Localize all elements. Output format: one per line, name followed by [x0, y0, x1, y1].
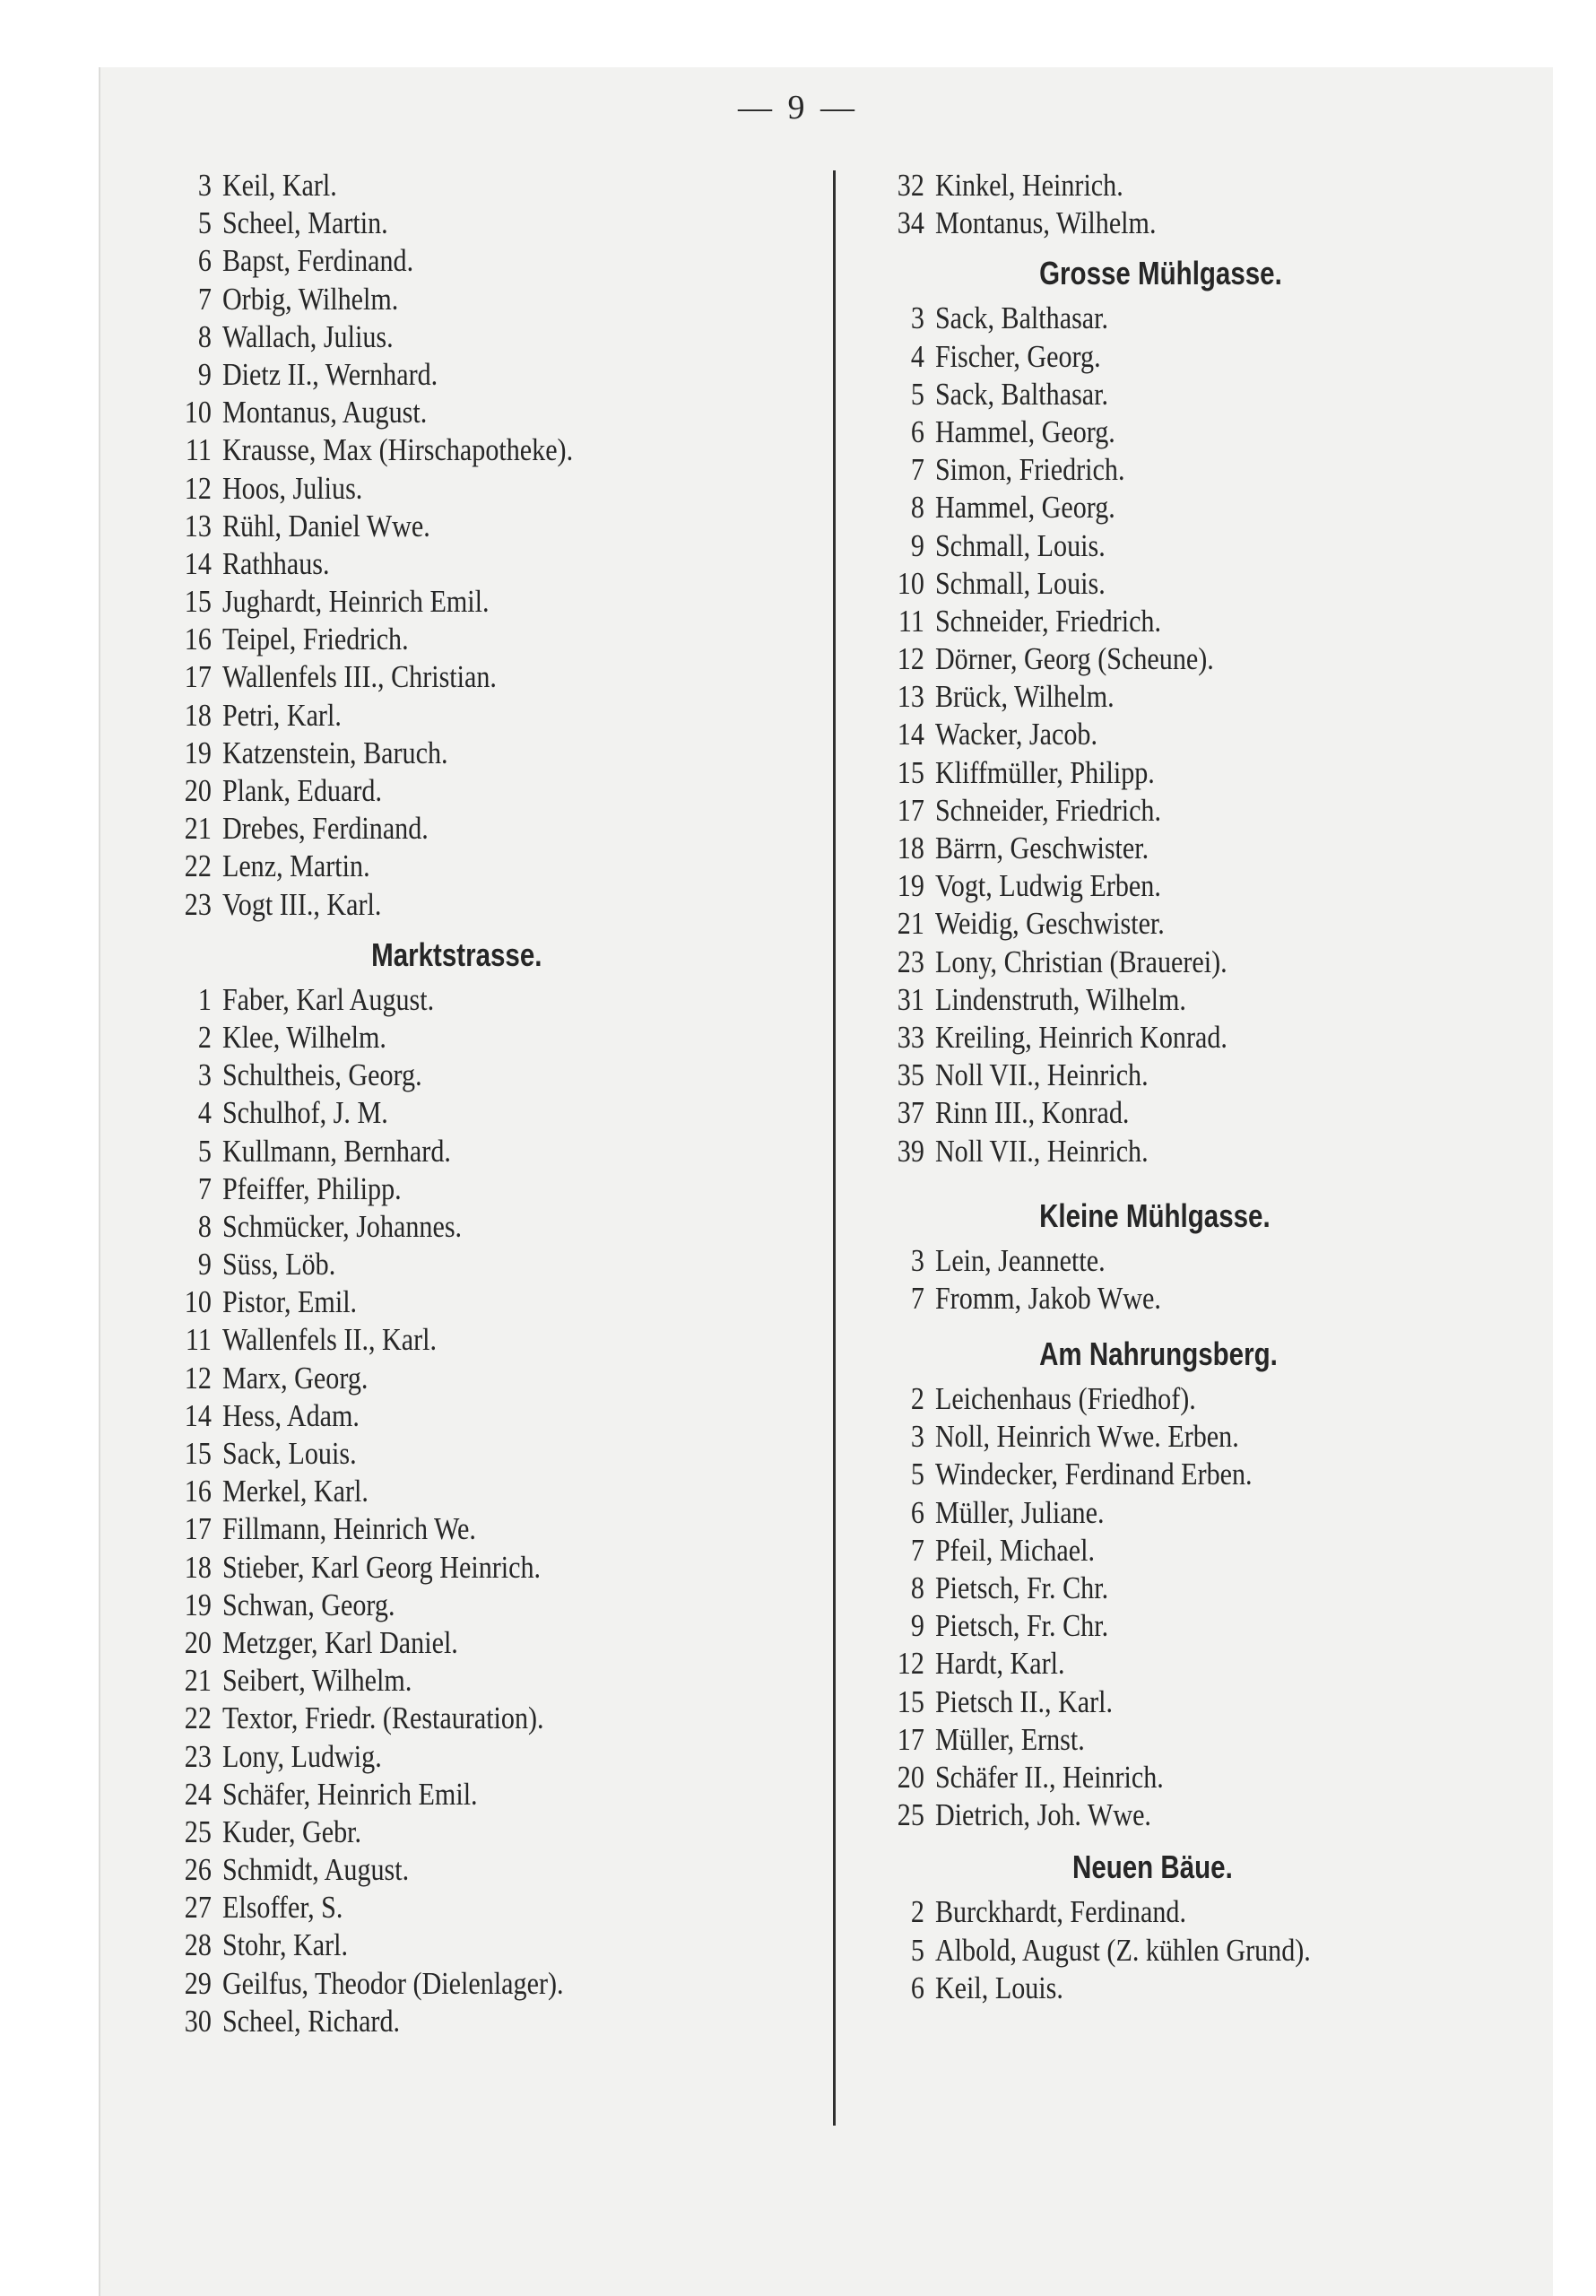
- resident-name: Schmidt, August.: [221, 1852, 410, 1888]
- directory-entry: [161, 242, 763, 280]
- resident-name: Schulhof, J. M.: [221, 1095, 388, 1131]
- resident-name: Pfeiffer, Philipp.: [221, 1170, 402, 1206]
- directory-entry: [161, 981, 763, 1019]
- resident-name: Fischer, Georg.: [934, 338, 1101, 374]
- directory-entry: [874, 1418, 1476, 1456]
- resident-name: Weidig, Geschwister.: [934, 906, 1165, 942]
- street-heading-grosse-muehlgasse: Grosse Mühlgasse.: [1039, 255, 1282, 292]
- resident-name: Pietsch, Fr. Chr.: [934, 1570, 1109, 1605]
- resident-name: Pistor, Emil.: [221, 1284, 358, 1320]
- resident-name: Kinkel, Heinrich.: [934, 168, 1123, 203]
- entry-list: [874, 300, 1574, 1170]
- resident-name: Albold, August (Z. kühlen Grund).: [934, 1932, 1311, 1968]
- house-number: 23: [184, 886, 212, 922]
- directory-entry: [874, 1242, 1476, 1280]
- house-number: 3: [910, 1242, 924, 1278]
- resident-name: Schmall, Louis.: [934, 565, 1106, 601]
- street-heading-neuen-baeue: Neuen Bäue.: [1072, 1848, 1233, 1886]
- directory-entry: [161, 1510, 763, 1548]
- directory-entry: [161, 621, 763, 658]
- directory-entry: [161, 1283, 763, 1321]
- house-number: 17: [897, 792, 924, 828]
- house-number: 7: [197, 281, 212, 317]
- house-number: 28: [184, 1927, 212, 1963]
- resident-name: Orbig, Wilhelm.: [221, 281, 399, 317]
- house-number: 11: [185, 432, 212, 468]
- directory-entry: [161, 1587, 763, 1624]
- directory-entry: [874, 1570, 1476, 1607]
- resident-name: Drebes, Ferdinand.: [221, 811, 429, 847]
- directory-entry: [161, 1397, 763, 1435]
- resident-name: Stohr, Karl.: [221, 1927, 349, 1963]
- directory-entry: [161, 1549, 763, 1587]
- resident-name: Pietsch II., Karl.: [934, 1683, 1114, 1719]
- directory-entry: [874, 678, 1476, 716]
- directory-entry: [874, 376, 1476, 413]
- house-number: 26: [184, 1852, 212, 1888]
- house-number: 18: [897, 831, 924, 865]
- house-number: 35: [897, 1057, 924, 1093]
- resident-name: Metzger, Karl Daniel.: [221, 1624, 458, 1660]
- resident-name: Hammel, Georg.: [934, 413, 1115, 449]
- resident-name: Montanus, Wilhelm.: [934, 205, 1157, 241]
- house-number: 18: [184, 1549, 212, 1585]
- house-number: 4: [197, 1095, 212, 1131]
- resident-name: Rinn III., Konrad.: [934, 1095, 1130, 1131]
- house-number: 6: [910, 413, 924, 449]
- house-number: 4: [910, 338, 924, 374]
- directory-entry: [874, 413, 1476, 451]
- house-number: 16: [184, 1474, 212, 1509]
- directory-entry: [161, 1813, 763, 1851]
- house-number: 9: [910, 1608, 924, 1644]
- resident-name: Keil, Louis.: [934, 1970, 1063, 2005]
- directory-entry: [161, 1208, 763, 1246]
- directory-entry: [874, 1645, 1476, 1683]
- directory-entry: [161, 1246, 763, 1283]
- directory-entry: [161, 1965, 763, 2003]
- house-number: 15: [184, 584, 212, 620]
- house-number: 18: [184, 697, 212, 733]
- entry-list: [161, 981, 861, 2040]
- house-number: 21: [184, 811, 212, 847]
- house-number: 31: [897, 981, 924, 1017]
- house-number: 5: [910, 1457, 924, 1492]
- house-number: 19: [184, 1587, 212, 1622]
- directory-entry: [874, 1380, 1476, 1418]
- house-number: 3: [197, 1057, 212, 1093]
- directory-entry: [874, 1019, 1476, 1057]
- house-number: 17: [897, 1721, 924, 1757]
- directory-entry: [161, 583, 763, 621]
- house-number: 16: [184, 622, 212, 657]
- directory-entry: [874, 830, 1476, 867]
- resident-name: Pietsch, Fr. Chr.: [934, 1608, 1109, 1644]
- resident-name: Burckhardt, Ferdinand.: [934, 1894, 1186, 1930]
- directory-entry: [874, 565, 1476, 603]
- house-number: 2: [910, 1381, 924, 1417]
- resident-name: Süss, Löb.: [221, 1247, 336, 1283]
- directory-entry: [161, 1435, 763, 1473]
- resident-name: Klee, Wilhelm.: [221, 1019, 386, 1055]
- resident-name: Bärrn, Geschwister.: [934, 831, 1149, 865]
- house-number: 10: [184, 395, 212, 430]
- directory-entry: [874, 603, 1476, 640]
- resident-name: Müller, Juliane.: [934, 1494, 1105, 1530]
- house-number: 11: [185, 1322, 212, 1358]
- resident-name: Schmücker, Johannes.: [221, 1208, 463, 1244]
- directory-entry: [161, 1019, 763, 1057]
- house-number: 29: [184, 1965, 212, 2001]
- directory-entry: [161, 1360, 763, 1397]
- house-number: 12: [184, 1360, 212, 1396]
- left-column: [161, 167, 861, 2040]
- resident-name: Vogt, Ludwig Erben.: [934, 868, 1161, 904]
- house-number: 17: [184, 659, 212, 695]
- resident-name: Wallenfels III., Christian.: [221, 659, 497, 695]
- house-number: 15: [897, 1683, 924, 1719]
- resident-name: Sack, Balthasar.: [934, 376, 1109, 412]
- resident-name: Pfeil, Michael.: [934, 1532, 1095, 1568]
- directory-entry: [874, 204, 1476, 242]
- directory-entry: [161, 356, 763, 394]
- resident-name: Keil, Karl.: [221, 168, 337, 203]
- resident-name: Jughardt, Heinrich Emil.: [221, 584, 490, 620]
- directory-entry: [161, 772, 763, 810]
- directory-entry: [874, 1532, 1476, 1570]
- directory-entry: [161, 2003, 763, 2040]
- resident-name: Dörner, Georg (Scheune).: [934, 641, 1214, 677]
- resident-name: Elsoffer, S.: [221, 1890, 343, 1926]
- house-number: 33: [897, 1019, 924, 1055]
- directory-entry: [874, 300, 1476, 337]
- house-number: 25: [897, 1797, 924, 1833]
- house-number: 20: [184, 1624, 212, 1660]
- resident-name: Noll VII., Heinrich.: [934, 1133, 1149, 1169]
- directory-entry: [161, 508, 763, 545]
- right-column: [874, 167, 1574, 2007]
- house-number: 8: [910, 1570, 924, 1605]
- resident-name: Sack, Louis.: [221, 1436, 357, 1471]
- resident-name: Kuder, Gebr.: [221, 1813, 362, 1849]
- directory-entry: [874, 1456, 1476, 1493]
- resident-name: Wallenfels II., Karl.: [221, 1322, 438, 1358]
- resident-name: Schneider, Friedrich.: [934, 603, 1162, 639]
- resident-name: Hoos, Julius.: [221, 470, 363, 506]
- resident-name: Müller, Ernst.: [934, 1721, 1085, 1757]
- house-number: 9: [197, 1247, 212, 1283]
- entry-list: [874, 1380, 1574, 1834]
- house-number: 32: [897, 168, 924, 203]
- resident-name: Kliffmüller, Philipp.: [934, 754, 1155, 790]
- resident-name: Schultheis, Georg.: [221, 1057, 422, 1093]
- resident-name: Schneider, Friedrich.: [934, 792, 1162, 828]
- directory-entry: [874, 716, 1476, 753]
- resident-name: Seibert, Wilhelm.: [221, 1663, 412, 1699]
- directory-entry: [161, 1321, 763, 1359]
- directory-entry: [874, 338, 1476, 376]
- house-number: 12: [897, 641, 924, 677]
- house-number: 27: [184, 1890, 212, 1926]
- directory-entry: [161, 431, 763, 469]
- resident-name: Stieber, Karl Georg Heinrich.: [221, 1549, 542, 1585]
- resident-name: Geilfus, Theodor (Dielenlager).: [221, 1965, 564, 2001]
- resident-name: Dietz II., Wernhard.: [221, 356, 438, 392]
- resident-name: Simon, Friedrich.: [934, 452, 1125, 488]
- directory-entry: [161, 470, 763, 508]
- house-number: 1: [197, 981, 212, 1017]
- directory-entry: [874, 1796, 1476, 1834]
- directory-entry: [161, 1133, 763, 1170]
- house-number: 7: [910, 1280, 924, 1316]
- house-number: 19: [184, 735, 212, 770]
- directory-entry: [874, 1133, 1476, 1170]
- entry-list: [161, 167, 861, 924]
- house-number: 37: [897, 1095, 924, 1131]
- resident-name: Brück, Wilhelm.: [934, 679, 1115, 715]
- house-number: 9: [197, 356, 212, 392]
- house-number: 5: [197, 205, 212, 241]
- street-heading-am-nahrungsberg: Am Nahrungsberg.: [1039, 1335, 1278, 1373]
- directory-entry: [874, 1759, 1476, 1796]
- directory-entry: [161, 1851, 763, 1889]
- house-number: 10: [184, 1284, 212, 1320]
- resident-name: Hammel, Georg.: [934, 490, 1115, 526]
- resident-name: Dietrich, Joh. Wwe.: [934, 1797, 1151, 1833]
- house-number: 14: [184, 545, 212, 581]
- entry-list: [874, 1242, 1574, 1318]
- resident-name: Fromm, Jakob Wwe.: [934, 1280, 1161, 1316]
- resident-name: Kullmann, Bernhard.: [221, 1133, 451, 1169]
- directory-entry: [874, 754, 1476, 792]
- resident-name: Rühl, Daniel Wwe.: [221, 508, 430, 544]
- house-number: 9: [910, 527, 924, 563]
- entry-list: [874, 1893, 1574, 2007]
- directory-entry: [161, 167, 763, 204]
- house-number: 5: [197, 1133, 212, 1169]
- resident-name: Scheel, Richard.: [221, 2003, 401, 2039]
- resident-name: Kreiling, Heinrich Konrad.: [934, 1019, 1227, 1055]
- house-number: 2: [910, 1894, 924, 1930]
- house-number: 2: [197, 1019, 212, 1055]
- house-number: 6: [910, 1494, 924, 1530]
- directory-entry: [161, 658, 763, 696]
- directory-entry: [161, 394, 763, 431]
- resident-name: Plank, Eduard.: [221, 773, 383, 808]
- resident-name: Bapst, Ferdinand.: [221, 243, 414, 279]
- directory-entry: [874, 944, 1476, 981]
- resident-name: Wacker, Jacob.: [934, 717, 1097, 752]
- house-number: 34: [897, 205, 924, 241]
- resident-name: Noll VII., Heinrich.: [934, 1057, 1149, 1093]
- directory-entry: [161, 735, 763, 772]
- directory-entry: [161, 318, 763, 356]
- directory-entry: [161, 1776, 763, 1813]
- house-number: 8: [197, 1208, 212, 1244]
- directory-entry: [874, 640, 1476, 678]
- resident-name: Petri, Karl.: [221, 697, 342, 733]
- house-number: 8: [910, 490, 924, 526]
- resident-name: Sack, Balthasar.: [934, 300, 1109, 336]
- resident-name: Lenz, Martin.: [221, 848, 370, 884]
- directory-entry: [161, 281, 763, 318]
- directory-entry: [161, 1624, 763, 1662]
- resident-name: Hardt, Karl.: [934, 1646, 1065, 1682]
- resident-name: Krausse, Max (Hirschapotheke).: [221, 432, 574, 468]
- house-number: 22: [184, 1700, 212, 1736]
- directory-entry: [874, 867, 1476, 905]
- resident-name: Schmall, Louis.: [934, 527, 1106, 563]
- directory-entry: [161, 886, 763, 924]
- house-number: 14: [184, 1397, 212, 1433]
- resident-name: Merkel, Karl.: [221, 1474, 369, 1509]
- house-number: 23: [897, 944, 924, 979]
- directory-entry: [161, 1094, 763, 1132]
- resident-name: Lony, Ludwig.: [221, 1738, 382, 1774]
- directory-entry: [874, 792, 1476, 830]
- directory-entry: [161, 1057, 763, 1094]
- directory-entry: [874, 1970, 1476, 2007]
- house-number: 30: [184, 2003, 212, 2039]
- resident-name: Noll, Heinrich Wwe. Erben.: [934, 1419, 1239, 1455]
- directory-entry: [161, 697, 763, 735]
- house-number: 22: [184, 848, 212, 884]
- directory-entry: [161, 1700, 763, 1737]
- resident-name: Schäfer II., Heinrich.: [934, 1759, 1164, 1795]
- house-number: 15: [184, 1436, 212, 1471]
- directory-entry: [874, 451, 1476, 489]
- resident-name: Windecker, Ferdinand Erben.: [934, 1457, 1253, 1492]
- house-number: 20: [897, 1759, 924, 1795]
- house-number: 21: [897, 906, 924, 942]
- house-number: 3: [910, 1419, 924, 1455]
- house-number: 6: [910, 1970, 924, 2005]
- directory-entry: [874, 1932, 1476, 1970]
- resident-name: Lindenstruth, Wilhelm.: [934, 981, 1186, 1017]
- directory-entry: [874, 1893, 1476, 1931]
- house-number: 8: [197, 318, 212, 354]
- directory-entry: [874, 1607, 1476, 1645]
- house-number: 7: [910, 452, 924, 488]
- house-number: 20: [184, 773, 212, 808]
- resident-name: Hess, Adam.: [221, 1397, 360, 1433]
- directory-entry: [874, 1494, 1476, 1532]
- entry-list: [874, 167, 1574, 242]
- resident-name: Katzenstein, Baruch.: [221, 735, 448, 770]
- house-number: 7: [197, 1170, 212, 1206]
- directory-entry: [874, 1721, 1476, 1759]
- house-number: 14: [897, 717, 924, 752]
- street-heading-kleine-muehlgasse: Kleine Mühlgasse.: [1039, 1196, 1271, 1234]
- directory-entry: [161, 1926, 763, 1964]
- directory-entry: [874, 1094, 1476, 1132]
- house-number: 11: [898, 603, 924, 639]
- resident-name: Fillmann, Heinrich We.: [221, 1511, 476, 1547]
- directory-entry: [161, 204, 763, 242]
- page-number: — 9 —: [738, 89, 858, 126]
- house-number: 17: [184, 1511, 212, 1547]
- resident-name: Scheel, Martin.: [221, 205, 388, 241]
- resident-name: Schwan, Georg.: [221, 1587, 395, 1622]
- house-number: 13: [897, 679, 924, 715]
- house-number: 15: [897, 754, 924, 790]
- resident-name: Wallach, Julius.: [221, 318, 394, 354]
- resident-name: Schäfer, Heinrich Emil.: [221, 1776, 478, 1812]
- directory-entry: [161, 545, 763, 583]
- house-number: 5: [910, 1932, 924, 1968]
- house-number: 23: [184, 1738, 212, 1774]
- directory-entry: [161, 1738, 763, 1776]
- directory-entry: [874, 1057, 1476, 1094]
- house-number: 3: [910, 300, 924, 336]
- directory-entry: [161, 848, 763, 885]
- house-number: 10: [897, 565, 924, 601]
- resident-name: Marx, Georg.: [221, 1360, 369, 1396]
- house-number: 24: [184, 1776, 212, 1812]
- directory-entry: [161, 810, 763, 848]
- resident-name: Montanus, August.: [221, 395, 428, 430]
- directory-entry: [161, 1889, 763, 1926]
- house-number: 12: [184, 470, 212, 506]
- house-number: 12: [897, 1646, 924, 1682]
- house-number: 5: [910, 376, 924, 412]
- directory-entry: [874, 1683, 1476, 1721]
- resident-name: Rathhaus.: [221, 545, 330, 581]
- directory-entry: [161, 1473, 763, 1510]
- resident-name: Textor, Friedr. (Restauration).: [221, 1700, 544, 1736]
- directory-entry: [161, 1170, 763, 1208]
- resident-name: Lein, Jeannette.: [934, 1242, 1106, 1278]
- street-heading-marktstrasse: Marktstrasse.: [371, 935, 542, 973]
- house-number: 39: [897, 1133, 924, 1169]
- resident-name: Vogt III., Karl.: [221, 886, 382, 922]
- house-number: 25: [184, 1813, 212, 1849]
- house-number: 3: [197, 168, 212, 203]
- house-number: 6: [197, 243, 212, 279]
- directory-entry: [874, 1280, 1476, 1318]
- directory-entry: [874, 167, 1476, 204]
- house-number: 7: [910, 1532, 924, 1568]
- resident-name: Faber, Karl August.: [221, 981, 435, 1017]
- directory-entry: [874, 527, 1476, 565]
- resident-name: Teipel, Friedrich.: [221, 622, 409, 657]
- house-number: 13: [184, 508, 212, 544]
- directory-entry: [874, 981, 1476, 1019]
- resident-name: Leichenhaus (Friedhof).: [934, 1381, 1196, 1417]
- directory-entry: [161, 1662, 763, 1700]
- resident-name: Lony, Christian (Brauerei).: [934, 944, 1227, 979]
- directory-entry: [874, 489, 1476, 526]
- house-number: 19: [897, 868, 924, 904]
- house-number: 21: [184, 1663, 212, 1699]
- directory-entry: [874, 905, 1476, 943]
